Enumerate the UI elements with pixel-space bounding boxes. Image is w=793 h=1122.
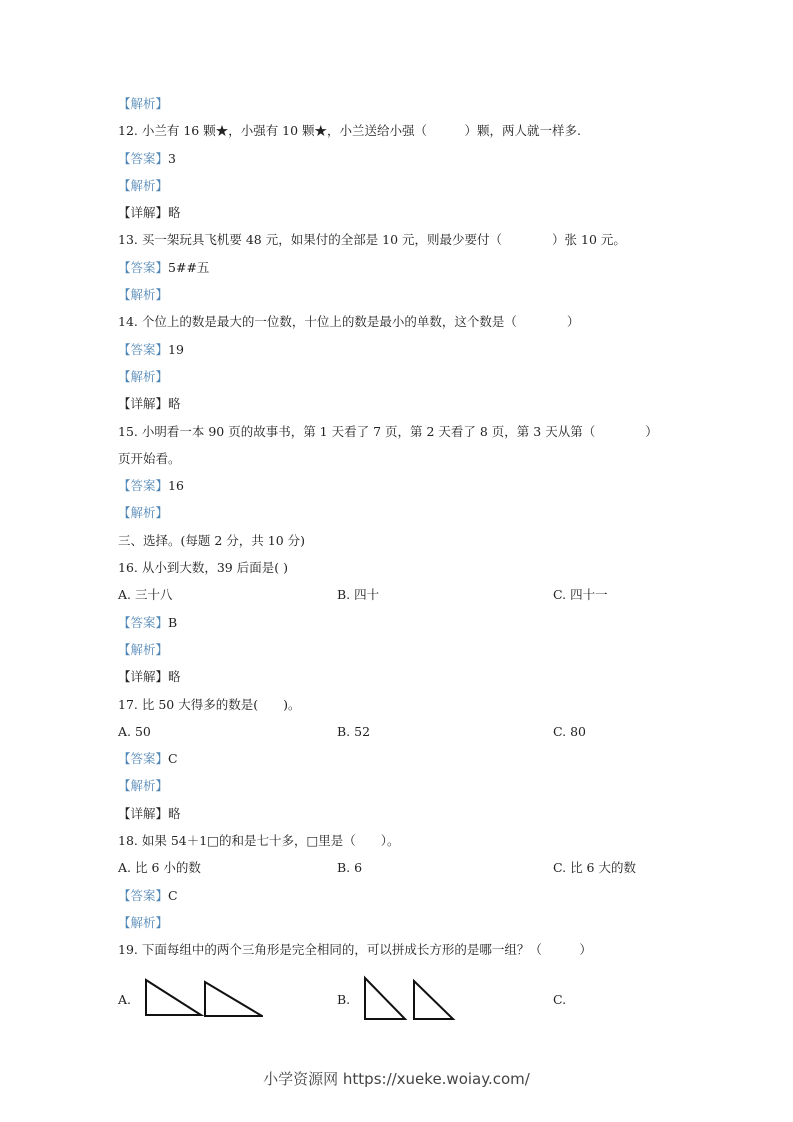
question-18: 18. 如果 54＋1□的和是七十多，□里是（ ）。 [118,833,400,849]
answer-16 [118,609,698,636]
answer-value: C [168,751,178,767]
triangle-pair-b [362,975,462,1025]
detail-label: 【详解】 [118,669,169,685]
question-15-cont: 页开始看。 [118,450,181,466]
option-b: B. 四十 [337,587,380,603]
answer-value: 3 [168,150,176,166]
answer-value: 5##五 [168,259,210,275]
detail-value: 略 [168,805,181,821]
option-b: B. [337,991,351,1007]
detail-value: 略 [168,396,181,412]
detail-value: 略 [168,669,181,685]
section-heading: 三、选择。(每题 2 分，共 10 分) [118,532,306,548]
answer-label: 【答案】 [118,887,169,903]
option-a: A. [118,991,132,1007]
option-c: C. 80 [553,723,586,739]
footer-watermark: 小学资源网 https://xueke.woiay.com/ [263,1070,530,1088]
answer-label: 【答案】 [118,150,169,166]
triangle-pair-a [143,978,263,1020]
detail-value: 略 [168,205,181,221]
option-c: C. 四十一 [553,587,608,603]
answer-15 [118,472,698,499]
answer-18 [118,882,698,909]
question-13: 13. 买一架玩具飞机要 48 元，如果付的全部是 10 元，则最少要付（ ）张 10 元。 [118,232,626,248]
question-14: 14. 个位上的数是最大的一位数，十位上的数是最小的单数，这个数是（ ） [118,314,580,330]
option-a: A. 比 6 小的数 [118,860,201,876]
answer-14 [118,336,698,363]
detail-14 [118,390,698,417]
question-16: 16. 从小到大数，39 后面是( ) [118,560,288,576]
question-19: 19. 下面每组中的两个三角形是完全相同的，可以拼成长方形的是哪一组？（ ） [118,942,592,958]
answer-value: C [168,887,178,903]
analysis-label: 【解析】 [118,177,169,193]
question-15: 15. 小明看一本 90 页的故事书，第 1 天看了 7 页，第 2 天看了 8 页，第 3 天从第（ ） [118,423,658,439]
answer-label: 【答案】 [118,614,169,630]
analysis-label: 【解析】 [118,287,169,303]
analysis-label: 【解析】 [118,641,169,657]
answer-value: 16 [168,478,184,494]
option-b: B. 52 [337,723,371,739]
analysis-label: 【解析】 [118,505,169,521]
detail-label: 【详解】 [118,396,169,412]
detail-17 [118,800,698,827]
question-12: 12. 小兰有 16 颗★，小强有 10 颗★，小兰送给小强（ ）颗，两人就一样多. [118,123,582,139]
detail-label: 【详解】 [118,805,169,821]
options-17 [118,718,698,745]
answer-value: B [168,614,178,630]
analysis-label: 【解析】 [118,96,169,111]
option-a: A. 三十八 [118,587,173,603]
detail-16 [118,663,698,690]
answer-label: 【答案】 [118,259,169,275]
answer-label: 【答案】 [118,751,169,767]
options-19 [118,964,698,1024]
answer-12 [118,145,698,172]
detail-label: 【详解】 [118,205,169,221]
option-c: C. 比 6 大的数 [553,860,636,876]
answer-value: 19 [168,341,184,357]
option-a: A. 50 [118,723,151,739]
answer-label: 【答案】 [118,478,169,494]
analysis-label: 【解析】 [118,368,169,384]
question-17: 17. 比 50 大得多的数是( )。 [118,696,301,712]
option-b: B. 6 [337,860,363,876]
answer-17 [118,745,698,772]
options-18 [118,854,698,881]
option-c: C. [553,991,567,1007]
options-16 [118,581,698,608]
answer-label: 【答案】 [118,341,169,357]
analysis-label: 【解析】 [118,914,169,930]
analysis-label: 【解析】 [118,778,169,794]
answer-13 [118,254,698,281]
detail-12 [118,199,698,226]
